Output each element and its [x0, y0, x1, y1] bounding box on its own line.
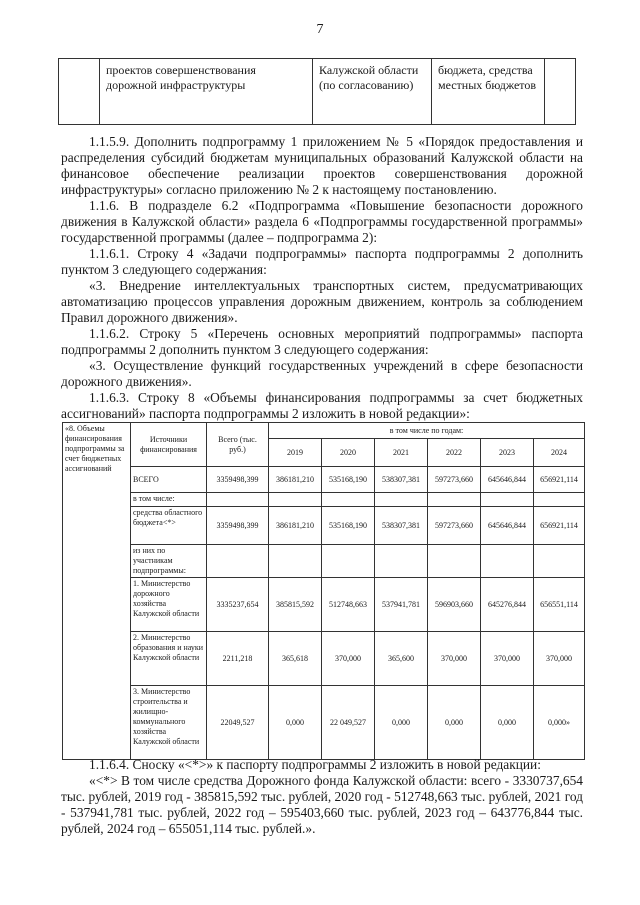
- total-value: [207, 545, 269, 578]
- total-value: [207, 493, 269, 507]
- year-value: 535168,190: [322, 467, 375, 493]
- year-value: 370,000: [322, 632, 375, 686]
- source-label: из них по участникам подпрограммы:: [131, 545, 207, 578]
- year-value: [322, 545, 375, 578]
- table-row: [63, 493, 585, 507]
- total-value: 2211,218: [207, 632, 269, 686]
- table-cell: проектов совершенствования дорожной инфраструктуры: [100, 59, 313, 125]
- total-value: 3335237,654: [207, 578, 269, 632]
- year-value: 656921,114: [534, 467, 585, 493]
- row-label: «8. Объемы финансирования подпрограммы за счет бюджетных ассигнований: [63, 423, 131, 760]
- year-value: 645646,844: [481, 507, 534, 545]
- year-value: [481, 493, 534, 507]
- source-label: 1. Министерство дорожного хозяйства Калужской области: [131, 578, 207, 632]
- year-value: [428, 545, 481, 578]
- page-number: 7: [316, 22, 324, 37]
- column-header: в том числе по годам:: [269, 423, 585, 439]
- year-value: 0,000: [269, 686, 322, 760]
- table-cell: Калужской области (по согласованию): [313, 59, 432, 125]
- year-value: 22 049,527: [322, 686, 375, 760]
- year-value: [481, 545, 534, 578]
- table-row: [63, 423, 585, 439]
- source-label: 2. Министерство образования и науки Калужской области: [131, 632, 207, 686]
- table-cell: бюджета, средства местных бюджетов: [432, 59, 545, 125]
- year-value: 0,000: [481, 686, 534, 760]
- year-value: 656921,114: [534, 507, 585, 545]
- paragraph: 1.1.6. В подразделе 6.2 «Подпрограмма «Повышение безопасности дорожного движения в Калужской области» раздела 6 «Подпрограммы государственной программы» государственной программы (далее – подпрограмма 2):: [61, 198, 583, 245]
- year-value: [534, 493, 585, 507]
- year-value: 370,000: [428, 632, 481, 686]
- year-value: 385815,592: [269, 578, 322, 632]
- year-value: 0,000: [428, 686, 481, 760]
- continued-table: [58, 58, 576, 125]
- year-header: 2020: [322, 439, 375, 467]
- year-value: 370,000: [481, 632, 534, 686]
- year-value: [322, 493, 375, 507]
- year-value: [375, 545, 428, 578]
- total-value: 22049,527: [207, 686, 269, 760]
- paragraph: 1.1.6.2. Строку 5 «Перечень основных мероприятий подпрограммы» паспорта подпрограммы 2 дополнить пунктом 3 следующего содержания:: [61, 326, 583, 357]
- year-value: [269, 545, 322, 578]
- year-value: 386181,210: [269, 507, 322, 545]
- year-value: 537941,781: [375, 578, 428, 632]
- year-value: 386181,210: [269, 467, 322, 493]
- table-row: [63, 632, 585, 686]
- year-value: [534, 545, 585, 578]
- year-value: [269, 493, 322, 507]
- year-value: 512748,663: [322, 578, 375, 632]
- paragraph: «<*> В том числе средства Дорожного фонда Калужской области: всего - 3330737,654 тыс. рублей, 2019 год - 385815,592 тыс. рублей, 2020 год - 512748,663 тыс. рублей, 2021 год - 537941,781 тыс. рублей, 2022 год – 595403,660 тыс. рублей, 2023 год – 643776,844 тыс. рублей, 2024 год – 655051,114 тыс. рублей.».: [61, 773, 583, 836]
- year-value: 597273,660: [428, 467, 481, 493]
- paragraph: «3. Внедрение интеллектуальных транспортных систем, предусматривающих автоматизацию процессов управления дорожным движением, контроль за соблюдением Правил дорожного движения».: [61, 278, 583, 325]
- total-value: 3359498,399: [207, 467, 269, 493]
- year-value: 365,600: [375, 632, 428, 686]
- year-value: 596903,660: [428, 578, 481, 632]
- column-header: Источники финансирования: [131, 423, 207, 467]
- year-value: [428, 493, 481, 507]
- year-header: 2021: [375, 439, 428, 467]
- paragraph: 1.1.6.1. Строку 4 «Задачи подпрограммы» паспорта подпрограммы 2 дополнить пунктом 3 следующего содержания:: [61, 246, 583, 277]
- year-value: 645276,844: [481, 578, 534, 632]
- year-value: 365,618: [269, 632, 322, 686]
- source-label: в том числе:: [131, 493, 207, 507]
- year-value: 538307,381: [375, 507, 428, 545]
- paragraph: 1.1.6.4. Сноску «<*>» к паспорту подпрограммы 2 изложить в новой редакции:: [89, 757, 541, 772]
- year-value: 370,000: [534, 632, 585, 686]
- table-row: [63, 578, 585, 632]
- source-label: 3. Министерство строительства и жилищно-коммунального хозяйства Калужской области: [131, 686, 207, 760]
- year-value: 597273,660: [428, 507, 481, 545]
- year-header: 2023: [481, 439, 534, 467]
- paragraph: 1.1.5.9. Дополнить подпрограмму 1 приложением № 5 «Порядок предоставления и распределения субсидий бюджетам муниципальных образований Калужской области на финансовое обеспечение реализации проектов совершенствования дорожной инфраструктуры» согласно приложению № 2 к настоящему постановлению.: [61, 134, 583, 197]
- year-header: 2019: [269, 439, 322, 467]
- year-value: 645646,844: [481, 467, 534, 493]
- paragraph: «3. Осуществление функций государственных учреждений в сфере безопасности дорожного движения».: [61, 358, 583, 389]
- year-value: [375, 493, 428, 507]
- table-row: [63, 507, 585, 545]
- year-header: 2022: [428, 439, 481, 467]
- table-cell: [59, 59, 100, 125]
- year-value: 538307,381: [375, 467, 428, 493]
- table-row: [63, 467, 585, 493]
- source-label: ВСЕГО: [131, 467, 207, 493]
- table-row: [59, 59, 576, 125]
- year-header: 2024: [534, 439, 585, 467]
- financing-table: [62, 422, 585, 760]
- paragraph: 1.1.6.3. Строку 8 «Объемы финансирования подпрограммы за счет бюджетных ассигнований» паспорта подпрограммы 2 изложить в новой редакции»:: [61, 390, 583, 421]
- total-value: 3359498,399: [207, 507, 269, 545]
- column-header: Всего (тыс. руб.): [207, 423, 269, 467]
- table-row: [63, 686, 585, 760]
- year-value: 656551,114: [534, 578, 585, 632]
- table-cell: [545, 59, 576, 125]
- year-value: 0,000»: [534, 686, 585, 760]
- table-row: [63, 545, 585, 578]
- year-value: 535168,190: [322, 507, 375, 545]
- source-label: средства областного бюджета<*>: [131, 507, 207, 545]
- year-value: 0,000: [375, 686, 428, 760]
